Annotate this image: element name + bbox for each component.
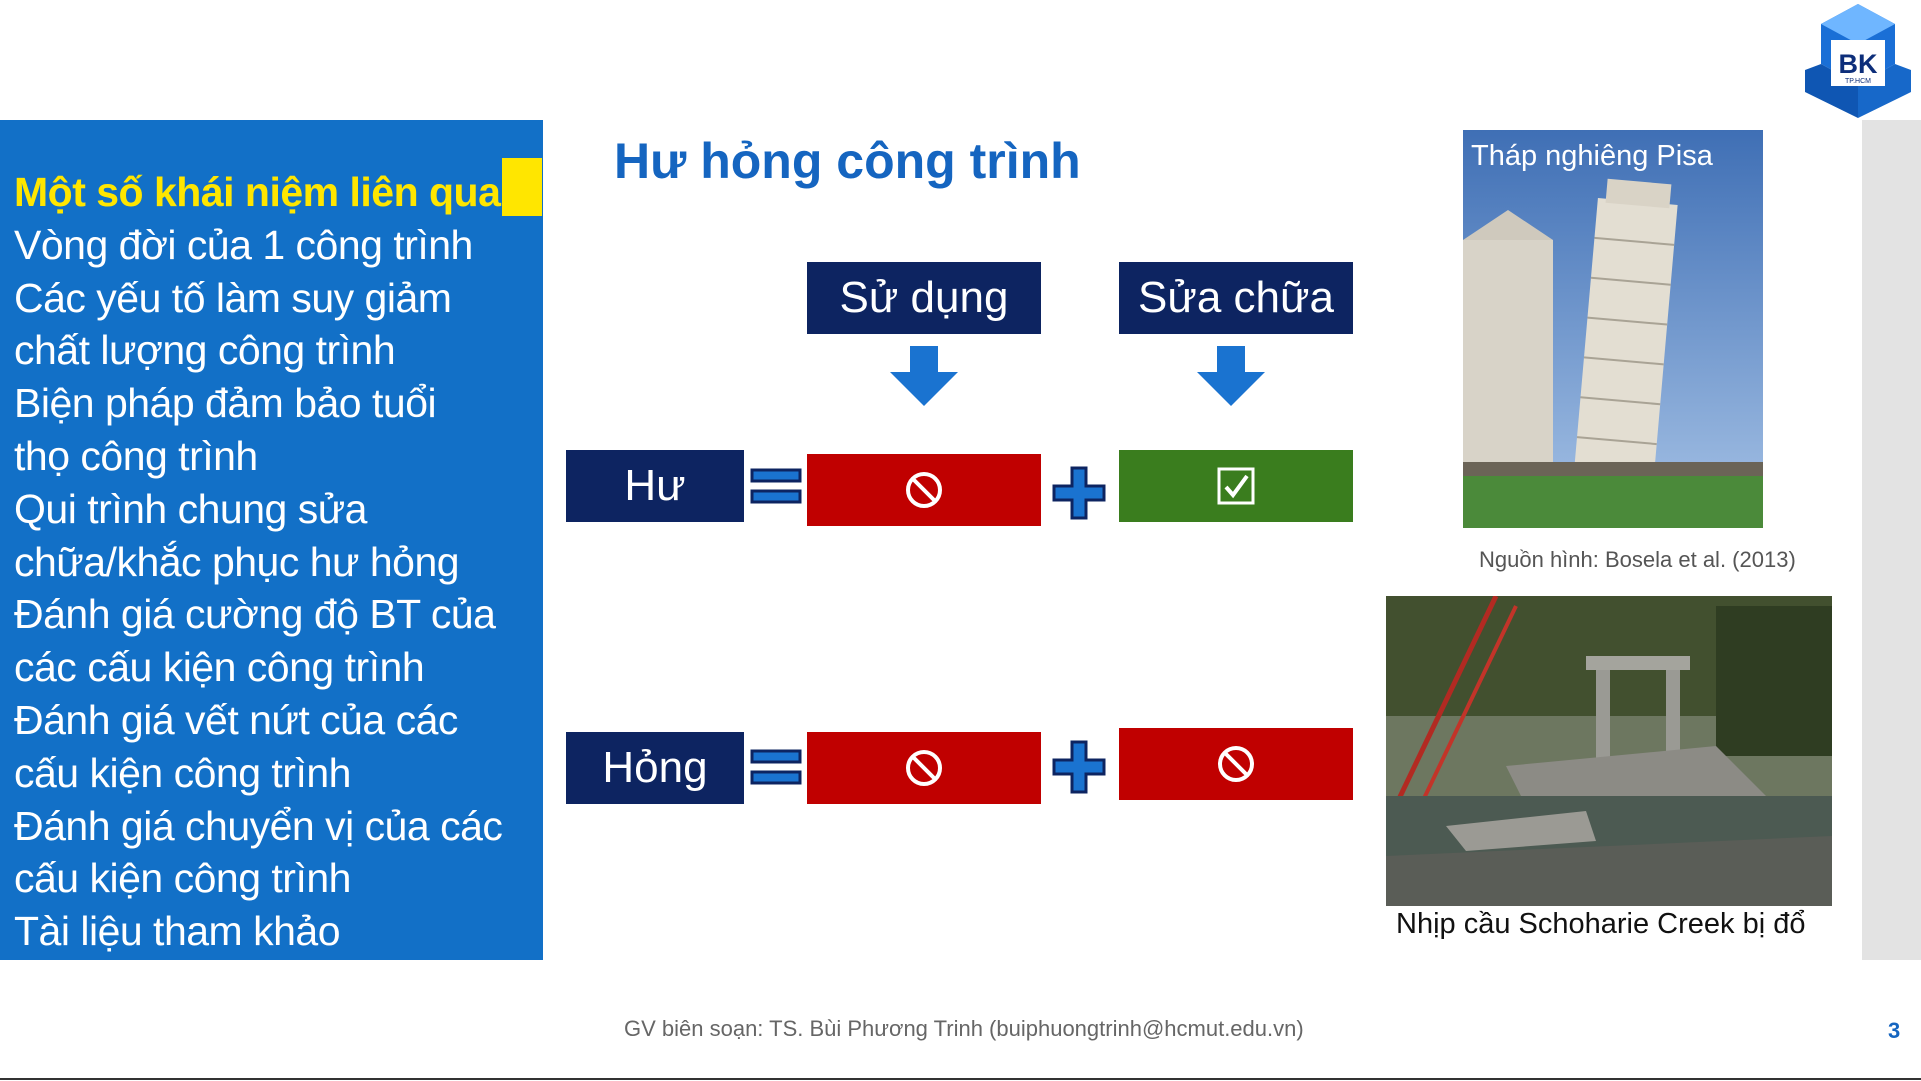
page-number: 3	[1888, 1018, 1901, 1043]
prohibited-icon	[1216, 744, 1256, 784]
sidebar-item-label: Các yếu tố làm suy giảm	[14, 274, 452, 321]
repair-yes-box	[1119, 450, 1353, 522]
sidebar-item-qui-trinh[interactable]	[14, 483, 534, 589]
sidebar-item-cuong-do[interactable]	[14, 588, 534, 694]
svg-text:BK: BK	[1838, 49, 1878, 79]
sidebar-item-label: cấu kiện công trình	[14, 855, 351, 902]
equals-icon	[750, 466, 802, 506]
sidebar-item-label: Biện pháp đảm bảo tuổi	[14, 380, 437, 427]
svg-text:TP.HCM: TP.HCM	[1845, 78, 1871, 85]
equals-icon	[750, 747, 802, 787]
sidebar-item-tai-lieu[interactable]	[14, 905, 534, 958]
sidebar-item-label: Đánh giá chuyển vị của các	[14, 802, 503, 849]
right-margin-strip	[1862, 120, 1921, 960]
arrow-down-icon	[888, 346, 960, 406]
image-source: Nguồn hình: Bosela et al. (2013)	[1479, 547, 1796, 572]
use-no-box	[807, 732, 1041, 804]
sidebar-item-label: Vòng đời của 1 công trình	[14, 221, 473, 268]
sidebar-nav	[14, 166, 534, 958]
prohibited-icon	[904, 748, 944, 788]
sidebar-item-label: Đánh giá cường độ BT của	[14, 591, 496, 638]
sidebar-item-label: chất lượng công trình	[14, 327, 396, 374]
sidebar-item-label: Tài liệu tham khảo	[14, 908, 341, 955]
sidebar-item-label: các cấu kiện công trình	[14, 644, 425, 691]
row-label-hu: Hư	[566, 450, 744, 522]
row-label-hong: Hỏng	[566, 732, 744, 804]
footer-author: GV biên soạn: TS. Bùi Phương Trinh (buiphuongtrinh@hcmut.edu.vn)	[624, 1016, 1304, 1041]
sidebar-item-label: cấu kiện công trình	[14, 749, 351, 796]
bk-logo	[1795, 0, 1921, 120]
prohibited-icon	[904, 470, 944, 510]
sidebar-item-label: Đánh giá vết nứt của các	[14, 696, 458, 743]
checkbox-checked-icon	[1216, 466, 1256, 506]
repair-no-box	[1119, 728, 1353, 800]
sidebar-item-vet-nut[interactable]	[14, 694, 534, 800]
sidebar-item-vong-doi[interactable]	[14, 219, 534, 272]
sidebar-item-label: thọ công trình	[14, 432, 258, 479]
bridge-collapse-photo	[1386, 596, 1832, 906]
pisa-caption: Tháp nghiêng Pisa	[1471, 140, 1713, 172]
bridge-caption: Nhịp cầu Schoharie Creek bị đổ	[1396, 908, 1806, 940]
plus-icon	[1052, 466, 1106, 520]
bottom-divider	[0, 1078, 1921, 1080]
use-no-box	[807, 454, 1041, 526]
pisa-tower-photo	[1463, 130, 1763, 528]
repair-header: Sửa chữa	[1119, 262, 1353, 334]
use-header: Sử dụng	[807, 262, 1041, 334]
sidebar-item-khai-niem[interactable]	[14, 166, 534, 219]
sidebar-item-label: Qui trình chung sửa	[14, 485, 367, 532]
sidebar-item-label: chữa/khắc phục hư hỏng	[14, 538, 460, 585]
page-title: Hư hỏng công trình	[614, 133, 1081, 189]
sidebar-item-bien-phap[interactable]	[14, 377, 534, 483]
sidebar-item-chuyen-vi[interactable]	[14, 800, 534, 906]
sidebar-item-yeu-to[interactable]	[14, 272, 534, 378]
sidebar-item-label: Một số khái niệm liên quan	[14, 169, 525, 215]
plus-icon	[1052, 740, 1106, 794]
arrow-down-icon	[1195, 346, 1267, 406]
